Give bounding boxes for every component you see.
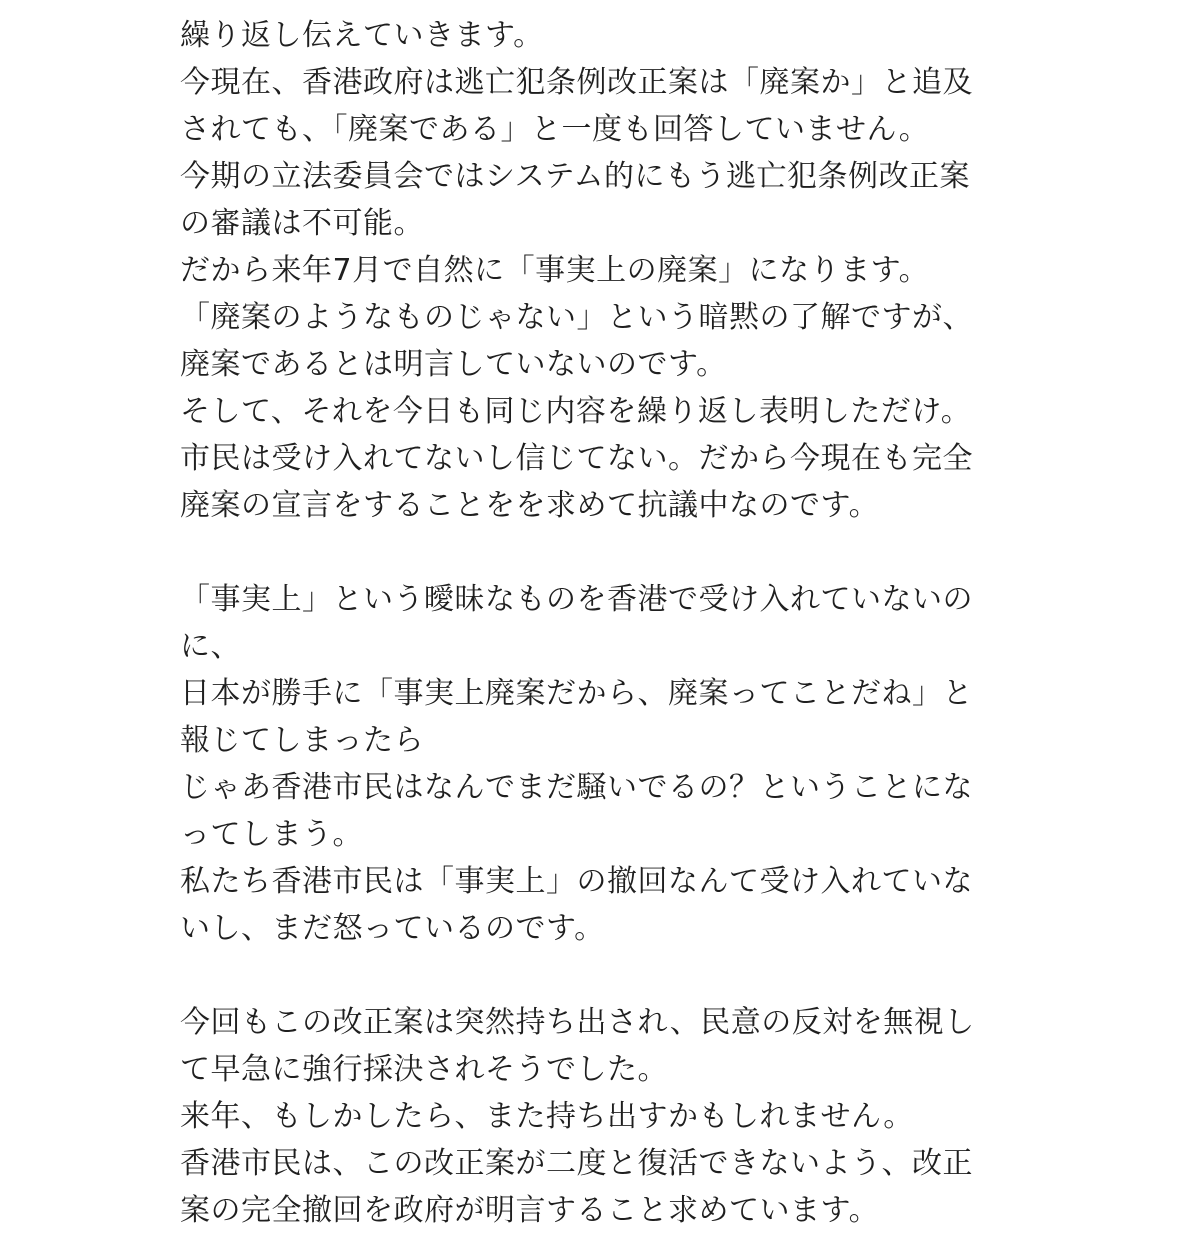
text-line: て早急に強行採決されそうでした。 <box>180 1052 668 1087</box>
blank-line <box>180 952 1020 999</box>
text-line: だから来年7月で自然に「事実上の廃案」になります。 <box>180 253 930 288</box>
message-text-body <box>180 12 1020 1234</box>
text-line: 廃案の宣言をすることをを求めて抗議中なのです。 <box>180 488 880 523</box>
text-line: の審議は不可能。 <box>180 206 424 241</box>
text-line: いし、まだ怒っているのです。 <box>180 911 605 946</box>
text-line: 私たち香港市民は「事実上」の撤回なんて受け入れていな <box>180 864 973 899</box>
blank-line <box>180 529 1020 576</box>
text-line: 日本が勝手に「事実上廃案だから、廃案ってことだね」と <box>180 676 973 711</box>
text-line: 報じてしまったら <box>180 723 424 758</box>
text-line: 廃案であるとは明言していないのです。 <box>180 347 727 382</box>
text-line: 今回もこの改正案は突然持ち出され、民意の反対を無視し <box>180 1005 975 1040</box>
text-line: 市民は受け入れてないし信じてない。だから今現在も完全 <box>180 441 973 476</box>
text-line: 香港市民は、この改正案が二度と復活できないよう、改正 <box>180 1146 973 1181</box>
text-line: 案の完全撤回を政府が明言すること求めています。 <box>180 1193 880 1228</box>
text-line: に、 <box>180 629 241 664</box>
text-line: 来年、もしかしたら、また持ち出すかもしれません。 <box>180 1099 914 1134</box>
text-line: 繰り返し伝えていきます。 <box>180 18 544 53</box>
text-line: ってしまう。 <box>180 817 363 852</box>
text-line: されても、「廃案である」と一度も回答していません。 <box>180 112 930 147</box>
text-line: 今期の立法委員会ではシステム的にもう逃亡犯条例改正案 <box>180 159 970 194</box>
text-line: じゃあ香港市民はなんでまだ騒いでるの？ということにな <box>180 770 973 805</box>
text-line: そして、それを今日も同じ内容を繰り返し表明しただけ。 <box>180 394 972 429</box>
text-line: 「廃案のようなものじゃない」という暗黙の了解ですが、 <box>180 300 973 335</box>
text-line: 今現在、香港政府は逃亡犯条例改正案は「廃案か」と追及 <box>180 65 973 100</box>
text-line: 「事実上」という曖昧なものを香港で受け入れていないの <box>180 582 973 617</box>
